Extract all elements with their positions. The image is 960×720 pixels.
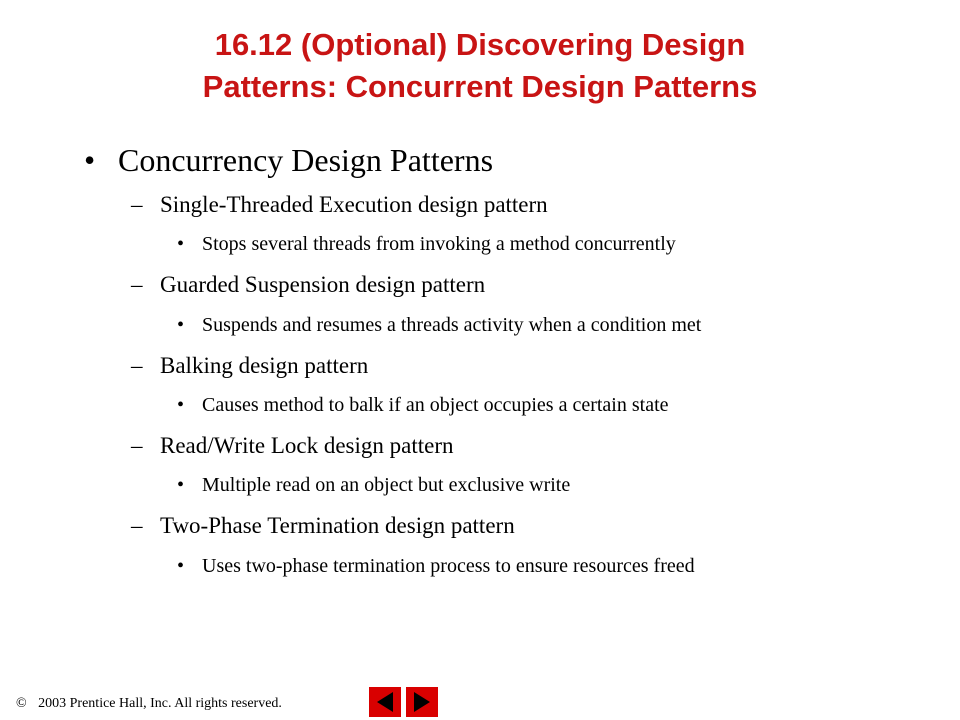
next-slide-button[interactable]	[406, 687, 438, 717]
pattern-item-marker: –	[131, 192, 143, 217]
pattern-detail-text: Stops several threads from invoking a method concurrently	[202, 233, 676, 255]
pattern-name: Single-Threaded Execution design pattern	[160, 192, 548, 217]
triangle-left-icon	[369, 687, 401, 717]
pattern-item-marker: –	[131, 513, 143, 538]
pattern-detail-marker: •	[177, 555, 185, 577]
triangle-right-icon	[406, 687, 438, 717]
pattern-name: Read/Write Lock design pattern	[160, 433, 454, 458]
pattern-detail-marker: •	[177, 474, 185, 496]
pattern-detail-text: Multiple read on an object but exclusive write	[202, 474, 571, 496]
pattern-item-marker: –	[131, 353, 143, 378]
main-bullet-text: Concurrency Design Patterns	[118, 142, 494, 178]
slide-title-line-1: 16.12 (Optional) Discovering Design	[214, 27, 746, 62]
pattern-name: Two-Phase Termination design pattern	[160, 513, 515, 538]
pattern-detail-text: Suspends and resumes a threads activity when a condition met	[202, 314, 702, 336]
pattern-detail-text: Uses two-phase termination process to ensure resources freed	[202, 555, 695, 577]
pattern-detail-marker: •	[177, 314, 185, 336]
copyright-symbol: ©	[16, 696, 27, 711]
main-bullet-marker: •	[84, 142, 96, 178]
previous-slide-button[interactable]	[369, 687, 401, 717]
pattern-detail-text: Causes method to balk if an object occupies a certain state	[202, 394, 669, 416]
slide-title-line-2: Patterns: Concurrent Design Patterns	[202, 69, 758, 104]
copyright-text: 2003 Prentice Hall, Inc. All rights reserved.	[38, 696, 282, 711]
pattern-item-marker: –	[131, 433, 143, 458]
pattern-name: Balking design pattern	[160, 353, 369, 378]
pattern-name: Guarded Suspension design pattern	[160, 272, 486, 297]
pattern-detail-marker: •	[177, 233, 185, 255]
pattern-item-marker: –	[131, 272, 143, 297]
copyright-footer	[16, 695, 282, 713]
pattern-detail-marker: •	[177, 394, 185, 416]
